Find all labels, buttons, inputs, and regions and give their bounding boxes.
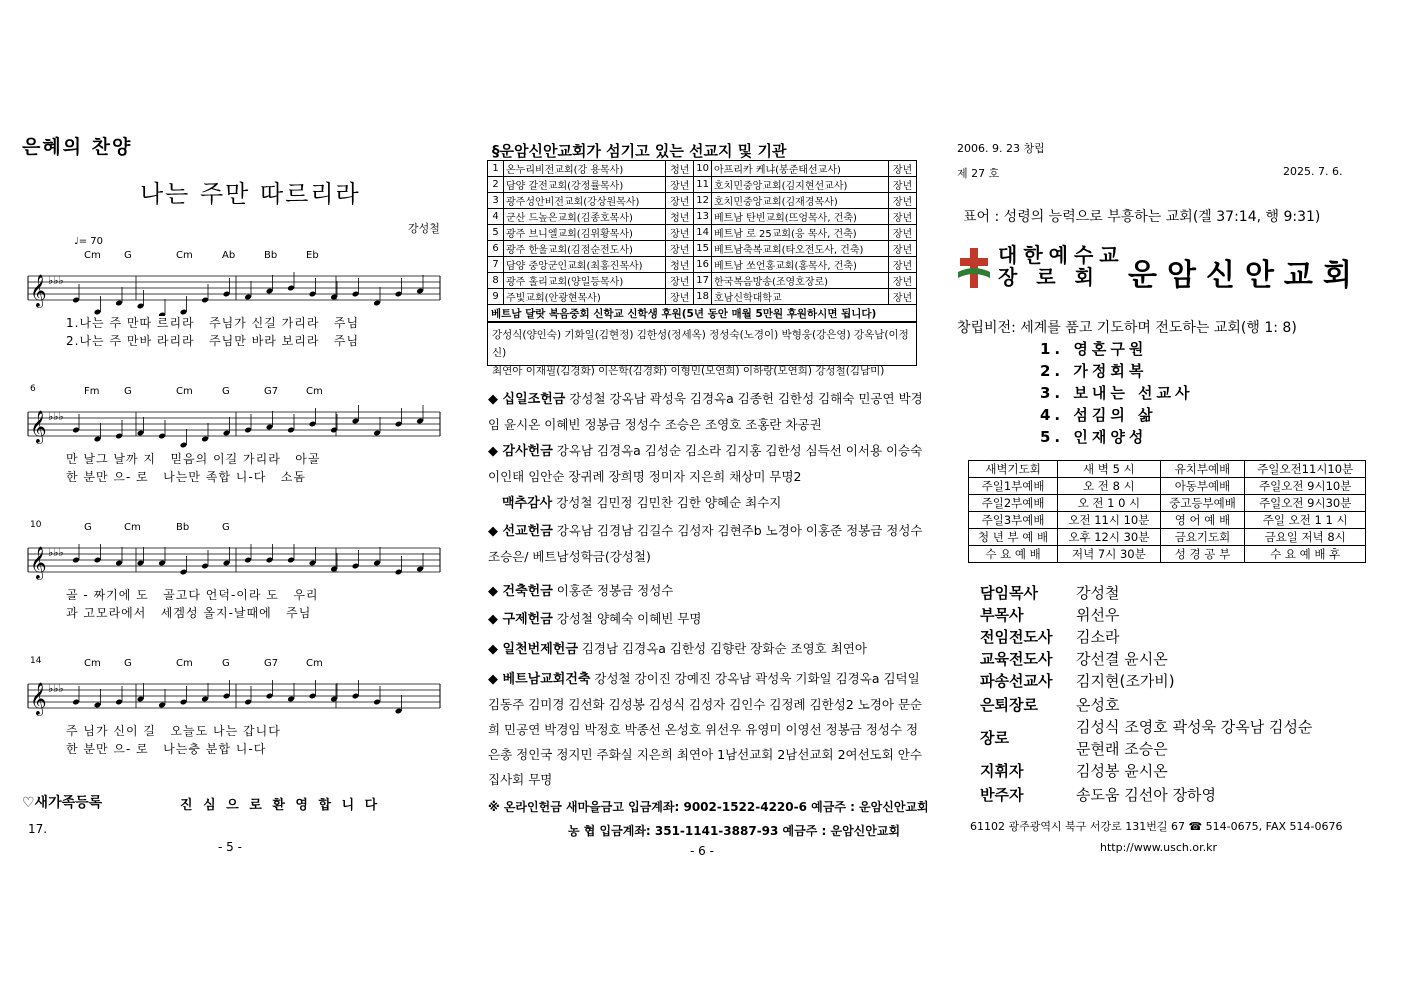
lyric-line: 골 - 짜기에 도 골고다 언덕-이라 도 우리 (66, 588, 319, 602)
offering-names: 이홍준 정봉금 정성수 (552, 583, 674, 598)
staff-role: 교육전도사 (980, 650, 1053, 668)
offering-label: ◆ 선교헌금 (488, 524, 553, 539)
table-cell: 15 (694, 241, 712, 257)
lyric-line: 한 분만 으- 로 나는충 분합 니-다 (66, 742, 267, 756)
offering-entry (488, 518, 928, 569)
table-cell: 수 요 예 배 (969, 546, 1058, 563)
music-staff (26, 392, 446, 452)
offering-entry (502, 490, 942, 516)
table-row (488, 161, 917, 177)
table-cell: 장년 (889, 177, 917, 193)
table-row (488, 225, 917, 241)
new-family-label: ♡새가족등록 (22, 795, 103, 811)
offering-names: 강옥남 김경옥a 김성순 김소라 김지홍 김한성 심득선 이서용 이승숙 이인태 임안순 장귀례 장희명 정미자 지은희 채상미 무명2 (488, 443, 923, 484)
table-row (488, 193, 917, 209)
staff-role: 지휘자 (980, 762, 1024, 780)
table-cell: 장년 (889, 289, 917, 305)
table-row (969, 461, 1366, 478)
table-cell: 광주 홀리교회(양일등목사) (504, 273, 666, 289)
table-row (488, 273, 917, 289)
staff-name: 문현래 조승은 (1076, 740, 1168, 758)
table-cell: 장년 (889, 161, 917, 177)
offering-entry (488, 636, 928, 662)
chord-label: G7 (264, 386, 279, 397)
table-cell: 주일 오전 1 1 시 (1245, 512, 1366, 529)
table-cell: 7 (488, 257, 504, 273)
table-cell: 10 (694, 161, 712, 177)
table-cell: 장년 (889, 273, 917, 289)
chord-label: G (124, 658, 132, 669)
table-cell: 장년 (889, 257, 917, 273)
staff-name: 강선결 윤시온 (1076, 650, 1168, 668)
table-cell: 군산 드높은교회(김종호목사) (504, 209, 666, 225)
svg-text:♭♭♭: ♭♭♭ (48, 682, 64, 695)
table-cell: 베트남 탄빈교회(뜨엉목사, 건축) (712, 209, 889, 225)
offering-label: 맥추감사 (502, 496, 553, 511)
music-staff (26, 664, 446, 724)
lyric-line: 1.나는 주 만따 르리라 주님가 신길 가리라 주님 (66, 316, 360, 330)
table-cell: 호치민중앙교회(김지현선교사) (712, 177, 889, 193)
composer: 강성철 (408, 222, 440, 235)
table-cell: 장년 (666, 241, 694, 257)
chord-label: Cm (84, 658, 101, 669)
bulletin-date: 2025. 7. 6. (1283, 165, 1343, 178)
offering-label: ◆ 구제헌금 (488, 612, 553, 627)
table-cell: 14 (694, 225, 712, 241)
table-cell: 청 년 부 예 배 (969, 529, 1058, 546)
table-cell: 아동부예배 (1160, 478, 1245, 495)
table-cell: 장년 (889, 193, 917, 209)
vision-item: 4. 섬김의 삶 (1040, 406, 1157, 424)
table-row (969, 546, 1366, 563)
support-note: 베트남 달랏 복음중회 신학교 신학생 후원(5년 동안 매월 5만원 후원하시면 됩니다) (487, 304, 917, 322)
song-title: 나는 주만 따르리라 (140, 180, 361, 208)
table-cell: 주일오전 9시10분 (1245, 478, 1366, 495)
page-number-6: - 6 - (690, 844, 714, 858)
table-cell: 온누리비전교회(강 용목사) (504, 161, 666, 177)
offering-names: 강옥남 김경남 김길수 김성자 김현주b 노경아 이홍준 정봉금 정성수 조승은/ 베트남성학금(강성철) (488, 523, 923, 564)
staff-role: 반주자 (980, 786, 1024, 804)
table-cell: 베트남축복교회(타오전도사, 건축) (712, 241, 889, 257)
denomination-line1: 대한예수교 (998, 243, 1125, 267)
section-title-praise: 은혜의 찬양 (22, 136, 133, 158)
table-cell: 주일오전11시10분 (1245, 461, 1366, 478)
supporters-box (487, 322, 917, 377)
table-cell: 8 (488, 273, 504, 289)
table-cell: 9 (488, 289, 504, 305)
table-cell: 12 (694, 193, 712, 209)
measure-number: 14 (30, 656, 42, 666)
table-cell: 베트남 로 25교회(응 목사, 건축) (712, 225, 889, 241)
chord-label: G7 (264, 658, 279, 669)
website-link[interactable]: http://www.usch.or.kr (1100, 841, 1218, 854)
lyric-line: 2.나는 주 만바 라리라 주님만 바라 보리라 주님 (66, 334, 360, 348)
offering-names: 강성철 강이진 강예진 강옥남 곽성욱 기화일 김경옥a 김덕일 김동주 김미경 김선화 김성봉 김성식 김성자 김인수 김정례 김한성2 노경아 문순희 민공연 박경임 박정호 박종선 온성호 위선우 유영미 이영선 정봉금 정성수 정은총 정인국 정지민 주화실 지은희 최연아 1남선교회 2남선교회 2여선도회 안수집사회 무명 (488, 671, 923, 787)
staff-role: 전임전도사 (980, 628, 1053, 646)
offering-label: ◆ 감사헌금 (488, 444, 553, 459)
table-cell: 광주 한울교회(김점순전도사) (504, 241, 666, 257)
vision-item: 1. 영혼구원 (1040, 340, 1148, 358)
music-staff (26, 528, 446, 588)
lyric-line: 한 분만 으- 로 나는만 족합 니-다 소돔 (66, 470, 306, 484)
vision-item: 3. 보내는 선교사 (1040, 384, 1194, 402)
table-cell: 오후 12시 30분 (1058, 529, 1160, 546)
table-cell: 장년 (889, 225, 917, 241)
table-cell: 베트남 쏘언홍교회(홍목사, 건축) (712, 257, 889, 273)
table-cell: 17 (694, 273, 712, 289)
table-cell: 영 어 예 배 (1160, 512, 1245, 529)
svg-text:𝄞: 𝄞 (30, 410, 47, 443)
table-cell: 주일1부예배 (969, 478, 1058, 495)
table-cell: 장년 (889, 209, 917, 225)
table-cell: 담양 갈전교회(강정률목사) (504, 177, 666, 193)
table-row (969, 529, 1366, 546)
denomination-line2: 장 로 회 (998, 265, 1100, 289)
offering-label: ◆ 십일조헌금 (488, 392, 566, 407)
table-cell: 오 전 1 0 시 (1058, 495, 1160, 512)
measure-number: 6 (30, 384, 36, 394)
staff-role: 은퇴장로 (980, 696, 1038, 714)
table-cell: 담양 중앙군인교회(최홍진목사) (504, 257, 666, 273)
table-cell: 호남신학대학교 (712, 289, 889, 305)
table-cell: 청년 (666, 257, 694, 273)
issue-number: 제 27 호 (957, 167, 1000, 180)
table-row (969, 478, 1366, 495)
table-cell: 오전 11시 10분 (1058, 512, 1160, 529)
worship-schedule-table (968, 460, 1366, 563)
staff-name: 김지현(조가비) (1076, 672, 1175, 690)
chord-label: Cm (306, 386, 323, 397)
offering-entry (488, 666, 928, 792)
small-number: 17. (28, 822, 48, 836)
chord-label: Cm (176, 658, 193, 669)
staff-role: 장로 (980, 729, 1009, 747)
table-cell: 오 전 8 시 (1058, 478, 1160, 495)
chord-label: Eb (306, 250, 319, 261)
table-cell: 광주성안비전교회(강상원목사) (504, 193, 666, 209)
offering-names: 강성철 김민정 김민찬 김한 양혜순 최수지 (552, 495, 782, 510)
staff-role: 부목사 (980, 606, 1024, 624)
table-cell: 16 (694, 257, 712, 273)
table-cell: 청년 (666, 161, 694, 177)
supporters-line: 최연아 이재필(김경화) 이은학(김경화) 이형민(모연희) 이하랑(모연희) 강성철(김남미) (492, 365, 885, 377)
table-cell: 아프리카 케냐(봉준태선교사) (712, 161, 889, 177)
established-date: 2006. 9. 23 창립 (957, 142, 1045, 155)
page-number-5: - 5 - (218, 840, 242, 854)
table-cell: 주일2부예배 (969, 495, 1058, 512)
table-row (488, 289, 917, 305)
chord-label: Cm (124, 522, 141, 533)
chord-label: Cm (176, 386, 193, 397)
offering-entry (488, 438, 928, 489)
lyric-line: 만 날그 날까 지 믿음의 이길 가리라 아골 (66, 452, 321, 466)
svg-text:𝄞: 𝄞 (30, 546, 47, 579)
table-row (488, 209, 917, 225)
church-name: 운암신안교회 (1128, 258, 1362, 293)
staff-name: 온성호 (1076, 696, 1120, 714)
table-cell: 11 (694, 177, 712, 193)
lyric-line: 주 님가 신이 길 오늘도 나는 갑니다 (66, 724, 281, 738)
chord-label: G (222, 522, 230, 533)
music-staff (26, 256, 446, 316)
table-cell: 4 (488, 209, 504, 225)
table-cell: 주일오전 9시30분 (1245, 495, 1366, 512)
table-row (969, 495, 1366, 512)
staff-role: 담임목사 (980, 584, 1038, 602)
svg-text:♭♭♭: ♭♭♭ (48, 274, 64, 287)
chord-label: Ab (222, 250, 236, 261)
offering-entry (488, 606, 928, 632)
table-cell: 18 (694, 289, 712, 305)
table-cell: 장년 (666, 273, 694, 289)
table-cell: 장년 (666, 289, 694, 305)
chord-label: G (124, 250, 132, 261)
staff-name: 강성철 (1076, 584, 1120, 602)
chord-label: Fm (84, 386, 100, 397)
staff-name: 김소라 (1076, 628, 1120, 646)
table-cell: 청년 (666, 209, 694, 225)
svg-text:♭♭♭: ♭♭♭ (48, 410, 64, 423)
table-cell: 성 경 공 부 (1160, 546, 1245, 563)
chord-label: G (124, 386, 132, 397)
table-cell: 장년 (666, 177, 694, 193)
table-row (488, 257, 917, 273)
vision-statement: 창립비전: 세계를 품고 기도하며 전도하는 교회(행 1: 8) (957, 320, 1297, 336)
offering-label: ◆ 건축헌금 (488, 584, 553, 599)
offering-names: 강성철 양혜숙 이혜빈 무명 (552, 611, 702, 626)
table-cell: 장년 (666, 193, 694, 209)
welcome-text: 진 심 으 로 환 영 합 니 다 (180, 798, 381, 813)
staff-name: 김성식 조영호 곽성욱 강옥남 김성순 (1076, 718, 1313, 736)
chord-label: Bb (264, 250, 278, 261)
table-cell: 금요기도회 (1160, 529, 1245, 546)
offering-entry (488, 386, 928, 437)
table-cell: 6 (488, 241, 504, 257)
staff-role: 파송선교사 (980, 672, 1053, 690)
table-cell: 수 요 예 배 후 (1245, 546, 1366, 563)
svg-text:𝄞: 𝄞 (30, 274, 47, 307)
table-cell: 장년 (889, 241, 917, 257)
offering-entry (488, 578, 928, 604)
table-cell: 한국복음방송(조영호장로) (712, 273, 889, 289)
table-row (488, 177, 917, 193)
table-cell: 호치민중앙교회(김재경목사) (712, 193, 889, 209)
cross-logo-icon (958, 246, 990, 290)
lyric-line: 과 고모라에서 세겜성 올지-날때에 주님 (66, 606, 312, 620)
supporters-line: 강성식(양인숙) 기화일(김현정) 김한성(정세옥) 정성숙(노경이) 박형웅(강은영) 강옥남(이정신) (492, 329, 909, 359)
offering-label: ◆ 베트남교회건축 (488, 672, 591, 687)
chord-label: G (222, 386, 230, 397)
table-cell: 유치부예배 (1160, 461, 1245, 478)
table-cell: 13 (694, 209, 712, 225)
bank-account-1: ※ 온라인헌금 새마을금고 입금계좌: 9002-1522-4220-6 예금주 : 운암신안교회 (488, 800, 929, 814)
staff-name: 송도움 김선아 장하영 (1076, 786, 1216, 804)
svg-text:♭♭♭: ♭♭♭ (48, 546, 64, 559)
chord-label: G (222, 658, 230, 669)
chord-label: Cm (306, 658, 323, 669)
table-cell: 주빛교회(안광현목사) (504, 289, 666, 305)
tempo: ♩= 70 (74, 236, 103, 247)
table-cell: 1 (488, 161, 504, 177)
offering-names: 강성철 강옥남 곽성욱 김경옥a 김종헌 김한성 김해숙 민공연 박경임 윤시온 이혜빈 정봉금 정성수 조승은 조영호 조홍란 차공권 (488, 391, 923, 432)
table-cell: 3 (488, 193, 504, 209)
staff-name: 김성봉 윤시온 (1076, 762, 1168, 780)
chord-label: Cm (84, 250, 101, 261)
table-cell: 저녁 7시 30분 (1058, 546, 1160, 563)
table-cell: 중고등부예배 (1160, 495, 1245, 512)
offering-names: 김경남 김경옥a 김한성 김향란 장화순 조영호 최연아 (577, 641, 867, 656)
denomination (998, 244, 1125, 288)
missions-title: §운암신안교회가 섬기고 있는 선교지 및 기관 (492, 142, 787, 160)
address: 61102 광주광역시 북구 서강로 131번길 67 ☎ 514-0675, FAX 514-0676 (970, 820, 1343, 833)
table-cell: 새 벽 5 시 (1058, 461, 1160, 478)
svg-text:𝄞: 𝄞 (30, 682, 47, 715)
chord-label: G (84, 522, 92, 533)
vision-item: 5. 인재양성 (1040, 428, 1148, 446)
chord-label: Bb (176, 522, 190, 533)
table-cell: 광주 브니엘교회(김위황목사) (504, 225, 666, 241)
chord-label: Cm (176, 250, 193, 261)
table-row (969, 512, 1366, 529)
table-row (488, 241, 917, 257)
staff-name: 위선우 (1076, 606, 1120, 624)
measure-number: 10 (30, 520, 42, 530)
table-cell: 2 (488, 177, 504, 193)
motto: 표어 : 성령의 능력으로 부흥하는 교회(겔 37:14, 행 9:31) (963, 209, 1321, 225)
bank-account-2: 농 협 입금계좌: 351-1141-3887-93 예금주 : 운암신안교회 (568, 824, 901, 838)
table-cell: 금요일 저녁 8시 (1245, 529, 1366, 546)
table-cell: 5 (488, 225, 504, 241)
table-cell: 장년 (666, 225, 694, 241)
vision-item: 2. 가정회복 (1040, 362, 1148, 380)
table-cell: 주일3부예배 (969, 512, 1058, 529)
table-cell: 새벽기도회 (969, 461, 1058, 478)
missions-table (487, 160, 917, 305)
offering-label: ◆ 일천번제헌금 (488, 642, 578, 657)
